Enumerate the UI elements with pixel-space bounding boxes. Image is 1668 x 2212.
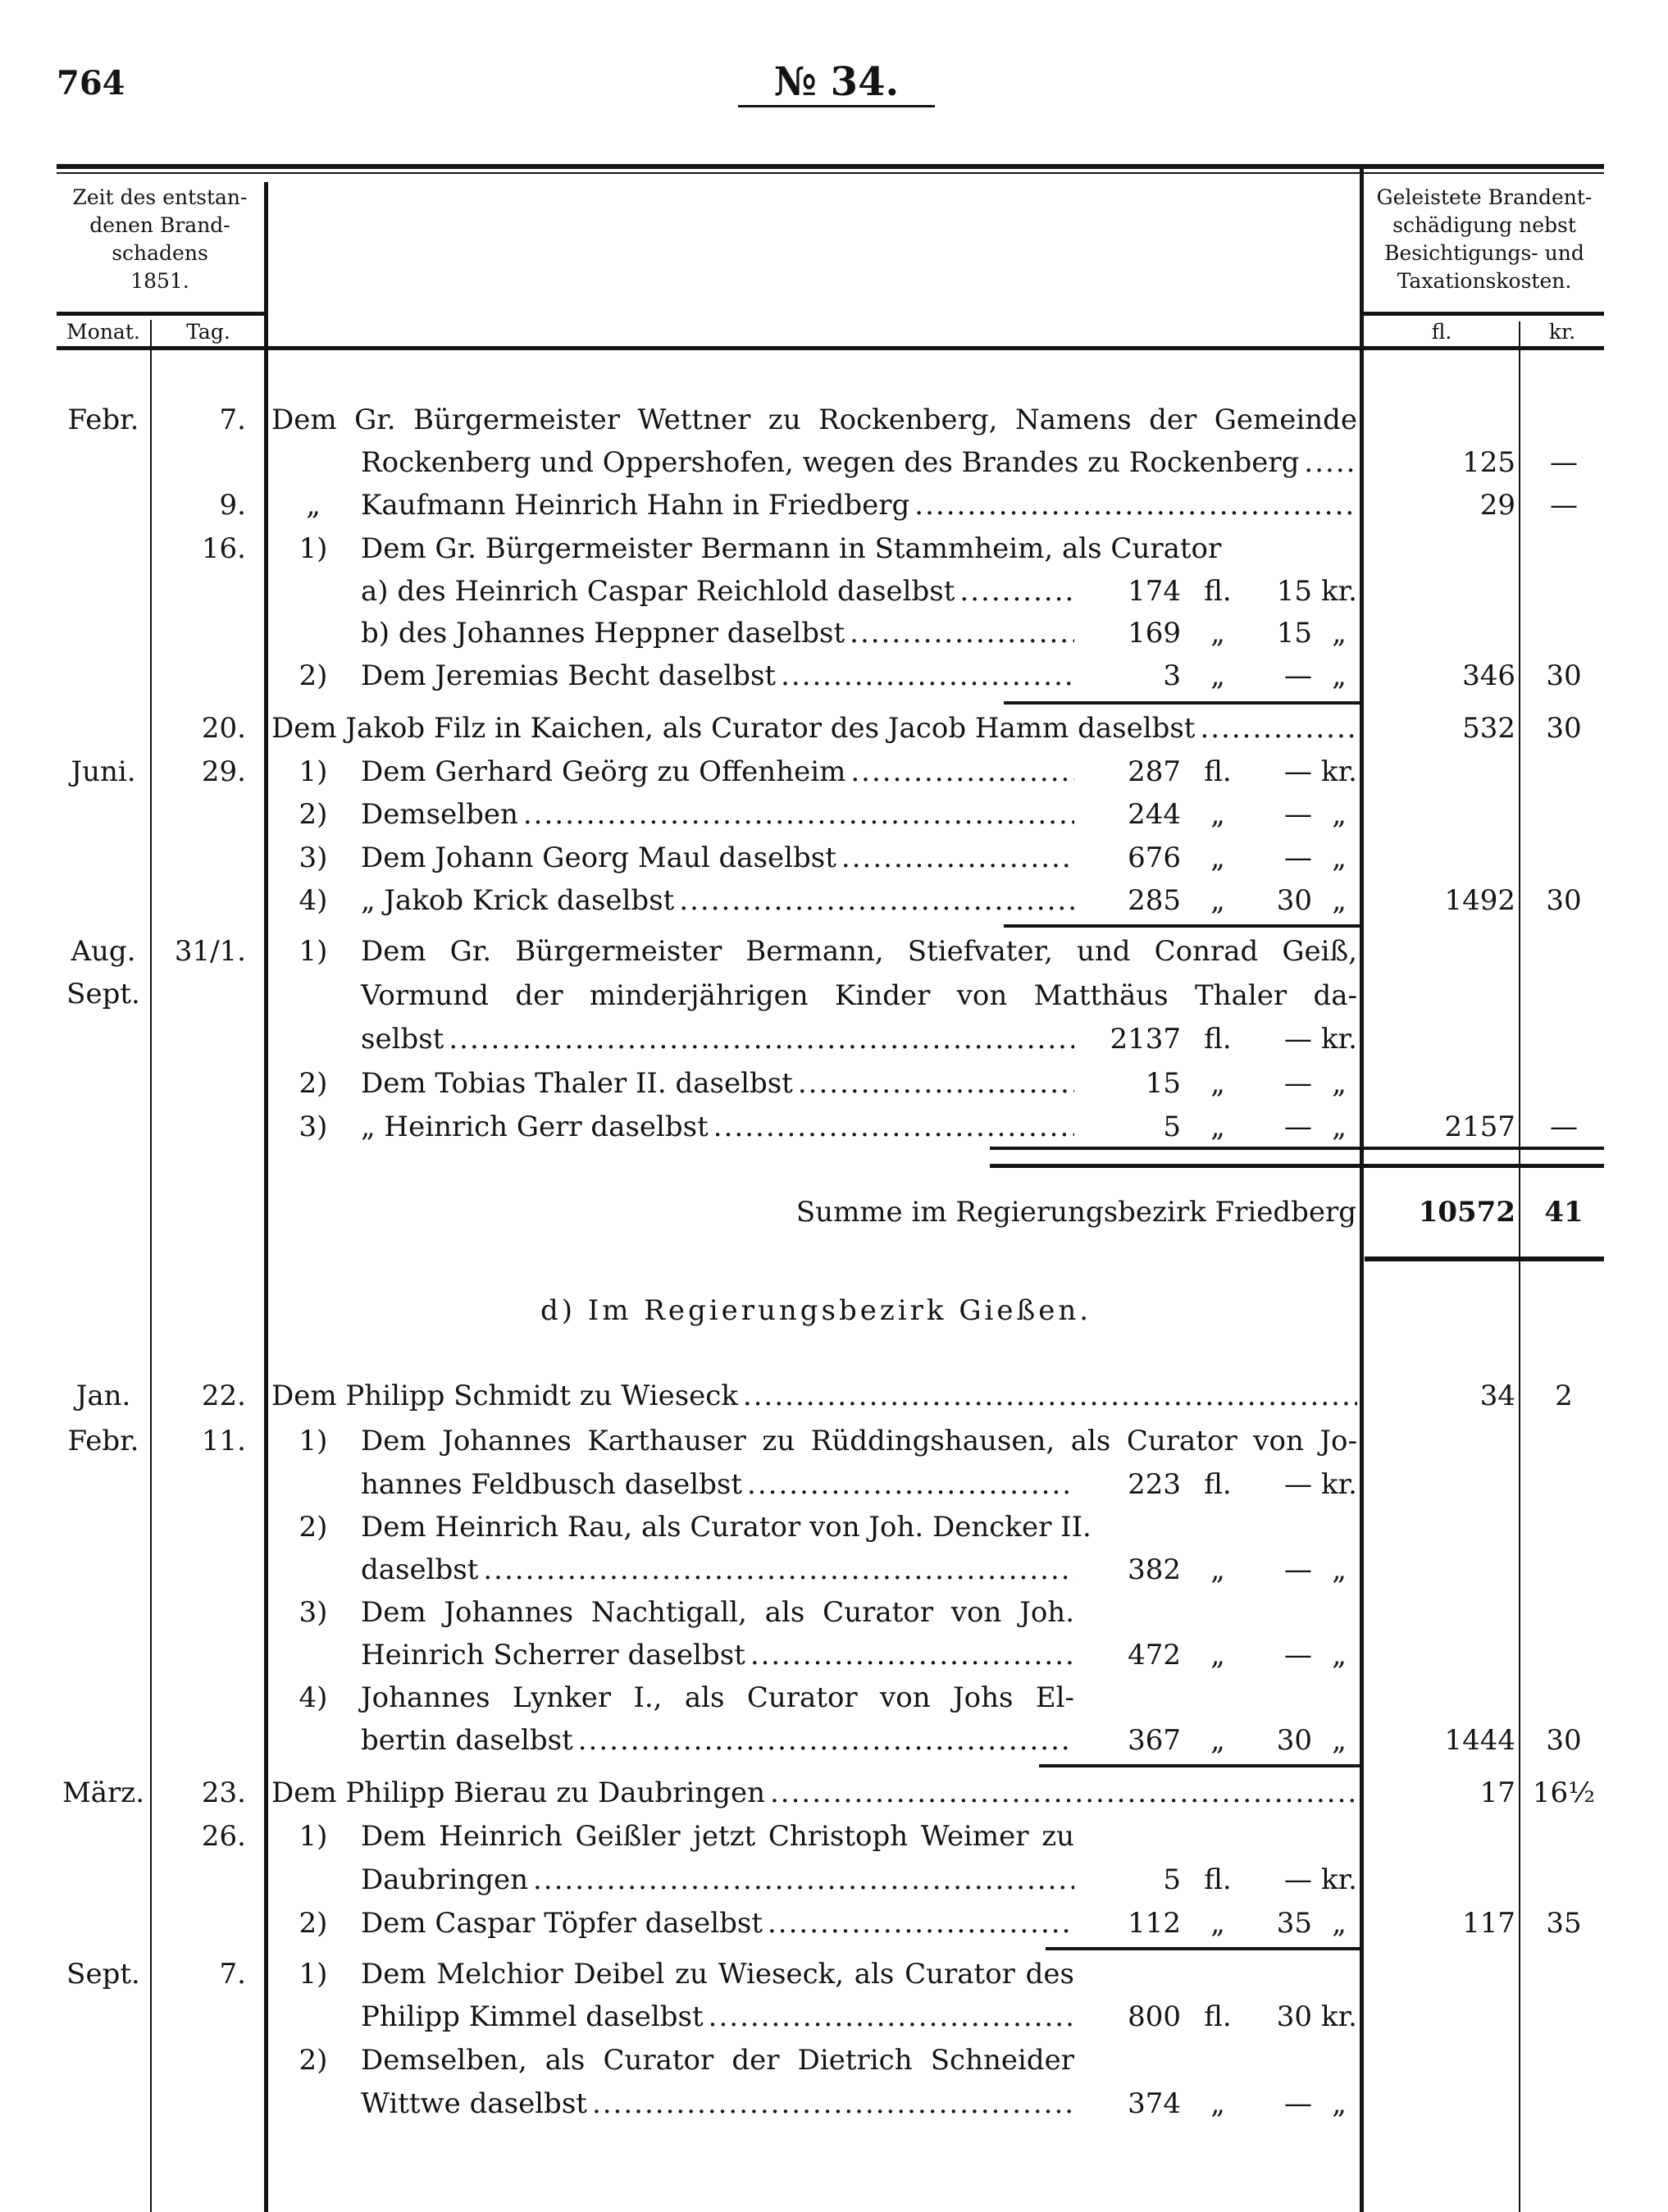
leader-dots bbox=[578, 1719, 1074, 1762]
top-rule-thin bbox=[57, 172, 1604, 174]
ledger-row bbox=[0, 2082, 1668, 2125]
sub-unit-fl: „ bbox=[1210, 841, 1225, 874]
amount-kr: 30 bbox=[1546, 659, 1582, 692]
entry-text bbox=[361, 441, 1357, 484]
header-line: denen Brand- bbox=[89, 213, 230, 237]
ledger-row bbox=[0, 484, 1668, 527]
sub-unit-kr: „ bbox=[1332, 1067, 1347, 1100]
amount-kr: 16½ bbox=[1532, 1776, 1596, 1809]
entry-description: daselbst bbox=[361, 1553, 479, 1586]
subtotal-rule bbox=[990, 1164, 1604, 1168]
entry-description: Dem Heinrich Rau, als Curator von Joh. Dencker II. bbox=[361, 1511, 1091, 1544]
document-number: № 34. bbox=[738, 59, 935, 107]
entry-description: Dem Caspar Töpfer daselbst bbox=[361, 1907, 763, 1940]
entry-description: Johannes Lynker I., als Curator von Johs El- bbox=[361, 1681, 1074, 1714]
leader-dots bbox=[1200, 707, 1357, 750]
item-number: 3) bbox=[299, 1596, 328, 1629]
leader-dots bbox=[750, 1634, 1074, 1676]
leader-dots bbox=[770, 1772, 1357, 1814]
entry-text bbox=[271, 1375, 1357, 1417]
entry-description: Dem Johannes Nachtigall, als Curator von Joh. bbox=[361, 1596, 1074, 1629]
entry-description: a) des Heinrich Caspar Reichlold daselbst bbox=[361, 575, 955, 608]
header-line: Besichtigungs- und bbox=[1384, 241, 1584, 265]
entry-text bbox=[361, 1634, 1074, 1676]
header-right-rule bbox=[1364, 312, 1604, 316]
item-number: 1) bbox=[299, 1425, 328, 1457]
entry-text bbox=[361, 1719, 1074, 1762]
entry-description: Dem Heinrich Geißler jetzt Christoph Weimer zu bbox=[361, 1820, 1074, 1853]
entry-description: Dem Gerhard Geörg zu Offenheim bbox=[361, 755, 846, 788]
sub-unit-kr: „ bbox=[1332, 1907, 1347, 1940]
entry-text bbox=[361, 837, 1074, 879]
entry-text bbox=[361, 1815, 1074, 1858]
ledger-row bbox=[0, 441, 1668, 484]
fl-header: fl. bbox=[1431, 320, 1452, 344]
sub-amount-kr: 15 bbox=[1276, 575, 1312, 608]
sub-amount-fl: 285 bbox=[1128, 884, 1181, 917]
leader-dots bbox=[679, 879, 1074, 922]
entry-text bbox=[361, 930, 1357, 973]
sub-amount-kr: 35 bbox=[1276, 1907, 1312, 1940]
sub-amount-fl: 374 bbox=[1128, 2087, 1181, 2120]
sub-unit-fl: „ bbox=[1210, 659, 1225, 692]
sub-amount-fl: 15 bbox=[1145, 1067, 1181, 1100]
entry-description: Demselben bbox=[361, 798, 518, 831]
sub-unit-fl: fl. bbox=[1204, 1863, 1232, 1896]
entry-description: Dem Philipp Bierau zu Daubringen bbox=[271, 1776, 765, 1809]
entry-text bbox=[361, 793, 1074, 836]
sub-unit-fl: „ bbox=[1210, 1553, 1225, 1586]
entry-text bbox=[361, 1953, 1074, 1995]
sub-amount-kr: 30 bbox=[1276, 884, 1312, 917]
sub-amount-fl: 3 bbox=[1163, 659, 1181, 692]
subtotal-rule bbox=[1046, 1947, 1360, 1950]
entry-text bbox=[361, 2039, 1074, 2082]
header-line: Geleistete Brandent- bbox=[1376, 185, 1593, 209]
entry-text bbox=[361, 1106, 1074, 1148]
sub-amount-fl: 2137 bbox=[1110, 1023, 1181, 1056]
subtotal-rule bbox=[1004, 924, 1360, 928]
ledger-row bbox=[0, 1634, 1668, 1676]
item-number: 3) bbox=[299, 841, 328, 874]
leader-dots bbox=[841, 837, 1074, 879]
day: 11. bbox=[201, 1425, 246, 1457]
sub-amount-kr: — bbox=[1284, 1863, 1312, 1896]
month-header: Monat. bbox=[66, 320, 140, 344]
entry-text bbox=[361, 1062, 1074, 1105]
entry-description: Dem Gr. Bürgermeister Wettner zu Rockenberg, Namens der Gemeinde bbox=[271, 404, 1357, 436]
sub-unit-fl: „ bbox=[1210, 1724, 1225, 1757]
amount-fl: 117 bbox=[1462, 1907, 1515, 1940]
sub-amount-fl: 112 bbox=[1128, 1907, 1181, 1940]
sub-amount-fl: 472 bbox=[1128, 1639, 1181, 1672]
entry-text bbox=[361, 612, 1074, 654]
amount-fl: 17 bbox=[1479, 1776, 1515, 1809]
ledger-row bbox=[0, 1191, 1668, 1234]
entry-text bbox=[361, 1676, 1074, 1719]
sub-amount-fl: 5 bbox=[1163, 1863, 1181, 1896]
item-number: 4) bbox=[299, 1681, 328, 1714]
sub-amount-kr: — bbox=[1284, 755, 1312, 788]
entry-description: Philipp Kimmel daselbst bbox=[361, 2000, 704, 2033]
sub-amount-fl: 382 bbox=[1128, 1553, 1181, 1586]
leader-dots bbox=[483, 1548, 1074, 1591]
amount-fl: 10572 bbox=[1418, 1196, 1515, 1229]
subtotal-rule bbox=[1039, 1764, 1360, 1767]
day: 29. bbox=[201, 755, 246, 788]
sub-amount-kr: — bbox=[1284, 1639, 1312, 1672]
leader-dots bbox=[850, 750, 1074, 793]
item-number: „ bbox=[306, 489, 321, 522]
sub-amount-kr: — bbox=[1284, 1023, 1312, 1056]
leader-dots bbox=[959, 570, 1074, 613]
sub-amount-fl: 5 bbox=[1163, 1111, 1181, 1143]
ledger-row bbox=[0, 879, 1668, 922]
header-line: 1851. bbox=[130, 269, 189, 293]
entry-text bbox=[361, 879, 1074, 922]
amount-kr: 41 bbox=[1544, 1196, 1584, 1229]
sub-amount-kr: — bbox=[1284, 1111, 1312, 1143]
sub-unit-fl: „ bbox=[1210, 1639, 1225, 1672]
sub-unit-kr: „ bbox=[1332, 617, 1347, 650]
sub-amount-kr: — bbox=[1284, 798, 1312, 831]
sub-amount-fl: 244 bbox=[1128, 798, 1181, 831]
entry-description: Rockenberg und Oppershofen, wegen des Brandes zu Rockenberg bbox=[361, 446, 1300, 479]
day: 26. bbox=[201, 1820, 246, 1853]
sub-amount-kr: 15 bbox=[1276, 617, 1312, 650]
sub-unit-kr: „ bbox=[1332, 2087, 1347, 2120]
amount-fl: 532 bbox=[1462, 712, 1515, 745]
day: 22. bbox=[201, 1380, 246, 1412]
ledger-row bbox=[0, 570, 1668, 613]
month: Juni. bbox=[71, 755, 136, 788]
ledger-row bbox=[0, 1815, 1668, 1858]
entry-text bbox=[361, 2082, 1074, 2125]
item-number: 2) bbox=[299, 1511, 328, 1544]
entry-text bbox=[361, 1420, 1357, 1462]
entry-text bbox=[271, 399, 1357, 441]
district-total-label: Summe im Regierungsbezirk Friedberg bbox=[795, 1196, 1356, 1229]
leader-dots bbox=[914, 484, 1357, 527]
header-line: schädigung nebst bbox=[1392, 213, 1576, 237]
ledger-row bbox=[0, 1548, 1668, 1591]
item-number: 2) bbox=[299, 659, 328, 692]
page-number: 764 bbox=[57, 64, 125, 103]
amount-kr: — bbox=[1550, 446, 1578, 479]
ledger-row bbox=[0, 837, 1668, 879]
sub-unit-kr: „ bbox=[1332, 841, 1347, 874]
sub-unit-fl: fl. bbox=[1204, 2000, 1232, 2033]
item-number: 3) bbox=[299, 1111, 328, 1143]
month: Sept. bbox=[66, 1958, 140, 1991]
sub-unit-fl: „ bbox=[1210, 1111, 1225, 1143]
sub-unit-kr: „ bbox=[1332, 1553, 1347, 1586]
ledger-row bbox=[0, 399, 1668, 441]
sub-amount-kr: — bbox=[1284, 1553, 1312, 1586]
day: 9. bbox=[219, 489, 246, 522]
item-number: 1) bbox=[299, 935, 328, 968]
ledger-row bbox=[0, 1463, 1668, 1506]
entry-text bbox=[361, 1591, 1074, 1634]
header-line: schadens bbox=[112, 241, 208, 265]
sub-unit-fl: „ bbox=[1210, 884, 1225, 917]
entry-text bbox=[361, 1548, 1074, 1591]
entry-description: Daubringen bbox=[361, 1863, 528, 1896]
leader-dots bbox=[449, 1018, 1074, 1060]
ledger-row bbox=[0, 1506, 1668, 1548]
sub-unit-kr: kr. bbox=[1321, 2000, 1357, 2033]
sub-unit-fl: fl. bbox=[1204, 755, 1232, 788]
ledger-row bbox=[0, 707, 1668, 750]
entry-description: hannes Feldbusch daselbst bbox=[361, 1468, 743, 1501]
ledger-row bbox=[0, 1772, 1668, 1814]
sub-unit-kr: „ bbox=[1332, 659, 1347, 692]
item-number: 4) bbox=[299, 884, 328, 917]
ledger-row bbox=[0, 750, 1668, 793]
item-number: 1) bbox=[299, 755, 328, 788]
day: 7. bbox=[219, 1958, 246, 1991]
time-column-header bbox=[57, 184, 263, 295]
day: 31/1. bbox=[174, 935, 246, 968]
sub-amount-kr: — bbox=[1284, 2087, 1312, 2120]
leader-dots bbox=[747, 1463, 1074, 1506]
entry-description: Dem Jakob Filz in Kaichen, als Curator des Jacob Hamm daselbst bbox=[271, 712, 1196, 745]
leader-dots bbox=[713, 1106, 1074, 1148]
amount-kr: 30 bbox=[1546, 1724, 1582, 1757]
sub-amount-kr: — bbox=[1284, 1468, 1312, 1501]
day-header: Tag. bbox=[186, 320, 230, 344]
item-number: 2) bbox=[299, 798, 328, 831]
ledger-row bbox=[0, 1062, 1668, 1105]
sub-amount-fl: 367 bbox=[1128, 1724, 1181, 1757]
sub-amount-fl: 169 bbox=[1128, 617, 1181, 650]
leader-dots bbox=[709, 1995, 1074, 2038]
month: Jan. bbox=[75, 1380, 131, 1412]
entry-description: Vormund der minderjährigen Kinder von Matthäus Thaler da- bbox=[361, 979, 1357, 1012]
entry-text bbox=[361, 570, 1074, 613]
amount-kr: 2 bbox=[1555, 1380, 1573, 1412]
item-number: 2) bbox=[299, 2044, 328, 2077]
month: Sept. bbox=[66, 978, 140, 1010]
sub-amount-kr: — bbox=[1284, 659, 1312, 692]
subtotal-rule bbox=[1004, 701, 1360, 705]
month: Febr. bbox=[67, 1425, 139, 1457]
sub-unit-kr: „ bbox=[1332, 884, 1347, 917]
amount-kr: 30 bbox=[1546, 884, 1582, 917]
top-rule bbox=[57, 164, 1604, 169]
sub-amount-fl: 223 bbox=[1128, 1468, 1181, 1501]
ledger-row bbox=[0, 1289, 1668, 1332]
leader-dots bbox=[768, 1902, 1074, 1945]
ledger-row bbox=[0, 1106, 1668, 1148]
sub-unit-kr: „ bbox=[1332, 1724, 1347, 1757]
entry-description: Demselben, als Curator der Dietrich Schneider bbox=[361, 2044, 1074, 2077]
sub-amount-kr: — bbox=[1284, 841, 1312, 874]
section-heading: d) Im Regierungsbezirk Gießen. bbox=[540, 1294, 1092, 1327]
ledger-row bbox=[0, 1902, 1668, 1945]
sub-unit-kr: kr. bbox=[1321, 1023, 1357, 1056]
ledger-row bbox=[0, 1591, 1668, 1634]
entry-description: Dem Jeremias Becht daselbst bbox=[361, 659, 777, 692]
entry-text bbox=[361, 484, 1357, 527]
entry-text bbox=[361, 1506, 1091, 1548]
amount-kr: 35 bbox=[1546, 1907, 1582, 1940]
header-left-rule bbox=[57, 312, 264, 316]
sub-unit-fl: „ bbox=[1210, 2087, 1225, 2120]
entry-text bbox=[361, 1463, 1074, 1506]
sub-unit-kr: „ bbox=[1332, 1639, 1347, 1672]
ledger-row bbox=[0, 1375, 1668, 1417]
entry-text bbox=[361, 654, 1074, 697]
sub-unit-kr: „ bbox=[1332, 1111, 1347, 1143]
amount-fl: 1492 bbox=[1444, 884, 1515, 917]
item-number: 2) bbox=[299, 1907, 328, 1940]
sub-amount-fl: 174 bbox=[1128, 575, 1181, 608]
sub-amount-kr: 30 bbox=[1276, 1724, 1312, 1757]
month: Aug. bbox=[71, 935, 136, 968]
entry-description: Dem Johannes Karthauser zu Rüddingshausen, als Curator von Jo- bbox=[361, 1425, 1357, 1457]
amount-fl: 346 bbox=[1462, 659, 1515, 692]
amount-kr: — bbox=[1550, 1111, 1578, 1143]
sub-unit-fl: fl. bbox=[1204, 1468, 1232, 1501]
sub-amount-fl: 676 bbox=[1128, 841, 1181, 874]
amount-fl: 34 bbox=[1479, 1380, 1515, 1412]
header-bottom-rule bbox=[57, 346, 1604, 350]
entry-description: Dem Tobias Thaler II. daselbst bbox=[361, 1067, 793, 1100]
sub-amount-fl: 287 bbox=[1128, 755, 1181, 788]
entry-description: Heinrich Scherrer daselbst bbox=[361, 1639, 745, 1672]
leader-dots bbox=[533, 1859, 1074, 1901]
sub-unit-kr: kr. bbox=[1321, 1863, 1357, 1896]
kr-header: kr. bbox=[1548, 320, 1576, 344]
ledger-row bbox=[0, 612, 1668, 654]
leader-dots bbox=[1304, 441, 1357, 484]
ledger-row bbox=[0, 527, 1668, 570]
sub-amount-fl: 800 bbox=[1128, 2000, 1181, 2033]
item-number: 1) bbox=[299, 532, 328, 565]
ledger-row bbox=[0, 1018, 1668, 1060]
entry-description: Dem Gr. Bürgermeister Bermann in Stammheim, als Curator bbox=[361, 532, 1222, 565]
entry-description: „ Jakob Krick daselbst bbox=[361, 884, 675, 917]
sub-unit-fl: „ bbox=[1210, 1907, 1225, 1940]
item-number: 1) bbox=[299, 1958, 328, 1991]
amount-fl: 1444 bbox=[1444, 1724, 1515, 1757]
ledger-row bbox=[0, 2039, 1668, 2082]
subtotal-rule bbox=[990, 1147, 1604, 1150]
leader-dots bbox=[743, 1375, 1357, 1417]
sub-amount-kr: 30 bbox=[1276, 2000, 1312, 2033]
sub-unit-fl: „ bbox=[1210, 1067, 1225, 1100]
item-number: 2) bbox=[299, 1067, 328, 1100]
entry-description: Kaufmann Heinrich Hahn in Friedberg bbox=[361, 489, 910, 522]
entry-description: selbst bbox=[361, 1023, 444, 1056]
month: März. bbox=[62, 1776, 145, 1809]
entry-description: Dem Philipp Schmidt zu Wieseck bbox=[271, 1380, 738, 1412]
ledger-row bbox=[0, 793, 1668, 836]
entry-text bbox=[361, 1995, 1074, 2038]
entry-description: Wittwe daselbst bbox=[361, 2087, 587, 2120]
day: 23. bbox=[201, 1776, 246, 1809]
subtotal-rule bbox=[1365, 1257, 1604, 1261]
entry-description: „ Heinrich Gerr daselbst bbox=[361, 1111, 709, 1143]
month: Febr. bbox=[67, 404, 139, 436]
ledger-row bbox=[0, 1719, 1668, 1762]
ledger-row bbox=[0, 1420, 1668, 1462]
amount-fl: 2157 bbox=[1444, 1111, 1515, 1143]
entry-description: bertin daselbst bbox=[361, 1724, 573, 1757]
ledger-row bbox=[0, 1859, 1668, 1901]
sub-amount-kr: — bbox=[1284, 1067, 1312, 1100]
amount-kr: — bbox=[1550, 489, 1578, 522]
ledger-row bbox=[0, 1676, 1668, 1719]
ledger-row bbox=[0, 974, 1668, 1017]
leader-dots bbox=[592, 2082, 1074, 2125]
amount-kr: 30 bbox=[1546, 712, 1582, 745]
entry-text bbox=[271, 1772, 1357, 1814]
sub-unit-fl: fl. bbox=[1204, 575, 1232, 608]
entry-text bbox=[361, 1018, 1074, 1060]
leader-dots bbox=[850, 612, 1074, 654]
sub-unit-kr: kr. bbox=[1321, 1468, 1357, 1501]
entry-text bbox=[361, 1902, 1074, 1945]
leader-dots bbox=[798, 1062, 1074, 1105]
ledger-row bbox=[0, 654, 1668, 697]
header-line: Zeit des entstan- bbox=[72, 185, 248, 209]
entry-text bbox=[361, 974, 1357, 1017]
sub-unit-fl: fl. bbox=[1204, 1023, 1232, 1056]
entry-description: Dem Gr. Bürgermeister Bermann, Stiefvater, und Conrad Geiß, bbox=[361, 935, 1357, 968]
entry-text bbox=[271, 707, 1357, 750]
amount-fl: 29 bbox=[1479, 489, 1515, 522]
day: 20. bbox=[201, 712, 246, 745]
sub-unit-fl: „ bbox=[1210, 798, 1225, 831]
sub-unit-kr: kr. bbox=[1321, 575, 1357, 608]
amount-fl: 125 bbox=[1462, 446, 1515, 479]
ledger-row bbox=[0, 1953, 1668, 1995]
sub-unit-kr: kr. bbox=[1321, 755, 1357, 788]
entry-text bbox=[361, 1859, 1074, 1901]
day: 16. bbox=[201, 532, 246, 565]
amount-column-header bbox=[1365, 184, 1604, 295]
entry-description: Dem Melchior Deibel zu Wieseck, als Curator des bbox=[361, 1958, 1074, 1991]
header-line: Taxationskosten. bbox=[1397, 269, 1572, 293]
sub-unit-kr: „ bbox=[1332, 798, 1347, 831]
entry-text bbox=[361, 750, 1074, 793]
ledger-row bbox=[0, 1995, 1668, 2038]
entry-text bbox=[361, 527, 1357, 570]
sub-unit-fl: „ bbox=[1210, 617, 1225, 650]
entry-description: Dem Johann Georg Maul daselbst bbox=[361, 841, 836, 874]
item-number: 1) bbox=[299, 1820, 328, 1853]
entry-description: b) des Johannes Heppner daselbst bbox=[361, 617, 845, 650]
leader-dots bbox=[523, 793, 1074, 836]
leader-dots bbox=[781, 654, 1074, 697]
day: 7. bbox=[219, 404, 246, 436]
